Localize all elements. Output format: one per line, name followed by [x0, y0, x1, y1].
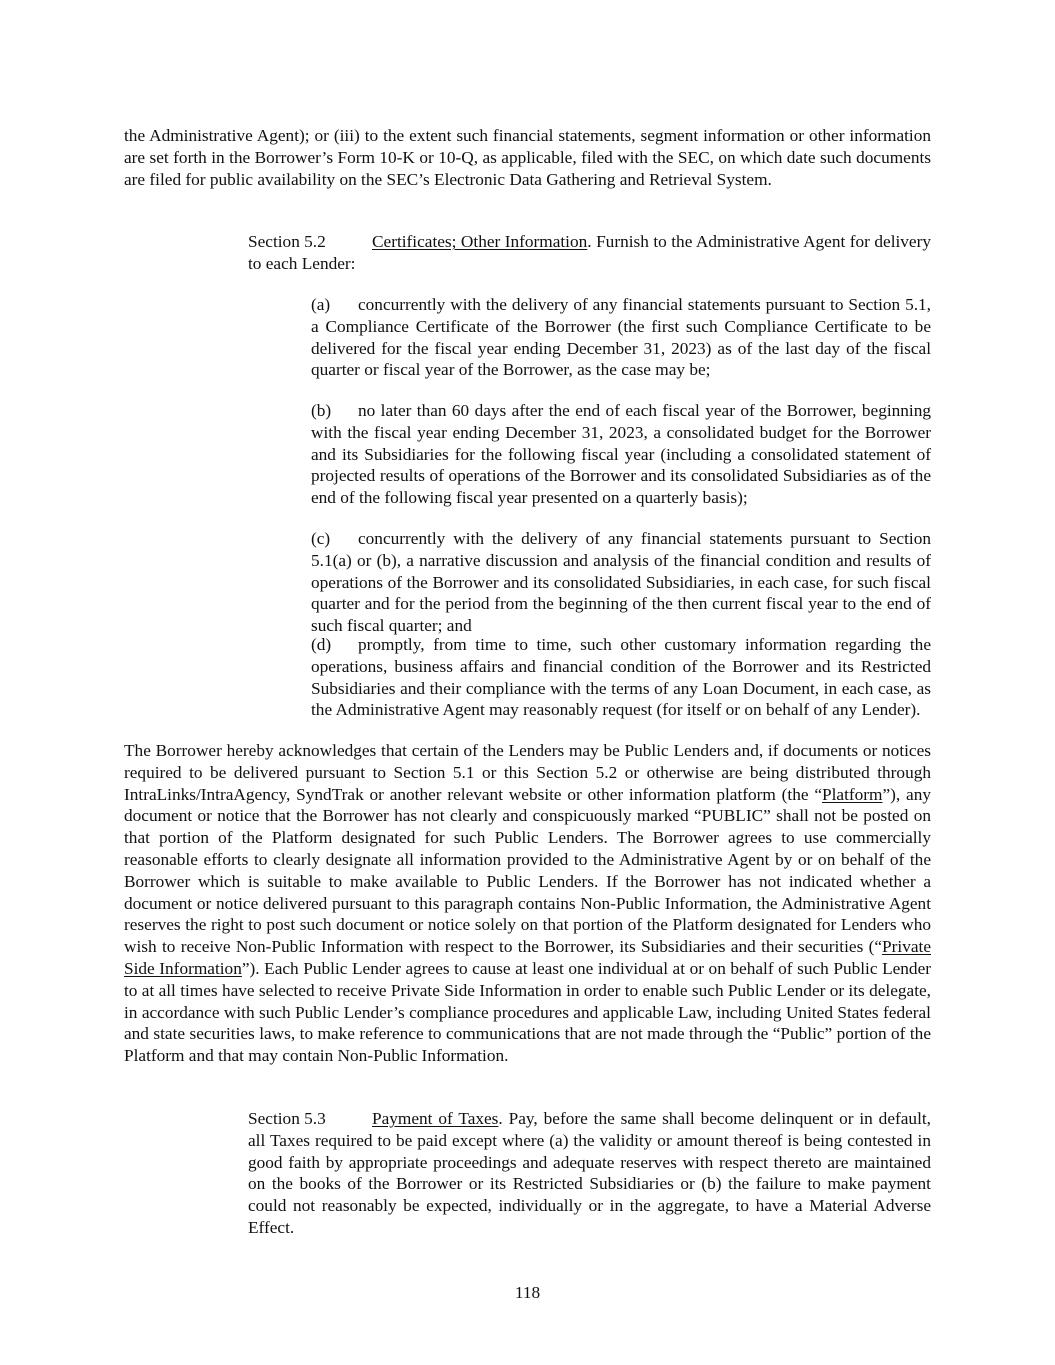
- clause-c-text: concurrently with the delivery of any financial statements pursuant to Section 5.1(a) or (b), a narrative discussion and analysis of the financial condition and results of operations of the Borrower and its consolidated Subsidiaries, in each case, for such fiscal quarter and for the period from the beginning of the then current fiscal year to the end of such fiscal quarter; and: [311, 529, 931, 636]
- section-5-3-text: . Pay, before the same shall become delinquent or in default, all Taxes required to be paid except where (a) the validity or amount thereof is being contested in good faith by appropriate proceedings and adequate reserves with respect thereto are maintained on the books of the Borrower or its Restricted Subsidiaries or (b) the failure to make payment could not reasonably be expected, individually or in the aggregate, to have a Material Adverse Effect.: [248, 1109, 931, 1237]
- section-5-2-heading: Certificates; Other Information: [372, 232, 588, 251]
- private-side-information-term: Private Side Information: [124, 937, 931, 978]
- clause-d-text: promptly, from time to time, such other customary information regarding the operations, business affairs and financial condition of the Borrower and its Restricted Subsidiaries and their compliance with the terms of any Loan Document, in each case, as the Administrative Agent may reasonably request (for itself or on behalf of any Lender).: [311, 635, 931, 720]
- clause-a-label: (a): [311, 295, 331, 314]
- section-5-2-number: Section 5.2: [248, 232, 326, 251]
- platform-paragraph: [124, 740, 931, 1067]
- section-5-3-number: Section 5.3: [248, 1109, 326, 1128]
- clause-a-text: concurrently with the delivery of any financial statements pursuant to Section 5.1, a Compliance Certificate of the Borrower (the first such Compliance Certificate to be delivered for the fiscal year ending December 31, 2023) as of the last day of the fiscal quarter or fiscal year of the Borrower, as the case may be;: [311, 295, 931, 380]
- clause-c: [124, 528, 931, 637]
- intro-paragraph: the Administrative Agent); or (iii) to the extent such financial statements, segment information or other information are set forth in the Borrower’s Form 10-K or 10-Q, as applicable, filed with the SEC, on which date such documents are filed for public availability on the SEC’s Electronic Data Gathering and Retrieval System.: [124, 126, 931, 189]
- section-5-2-text: . Furnish to the Administrative Agent for delivery to each Lender:: [248, 232, 931, 273]
- clause-a: [124, 294, 931, 381]
- platform-text-3: ”). Each Public Lender agrees to cause at least one individual at or on behalf of such Public Lender to at all times have selected to receive Private Side Information in order to enable such Public Lender or its delegate, in accordance with such Public Lender’s compliance procedures and applicable Law, including United States federal and state securities laws, to make reference to communications that are not made through the “Public” portion of the Platform and that may contain Non-Public Information.: [124, 958, 932, 1066]
- clause-b-text: no later than 60 days after the end of each fiscal year of the Borrower, beginning with the fiscal year ending December 31, 2023, a consolidated budget for the Borrower and its Subsidiaries for the following fiscal year (including a consolidated statement of projected results of operations of the Borrower and its consolidated Subsidiaries as of the end of the following fiscal year presented on a quarterly basis);: [311, 401, 931, 508]
- page-number: 118: [514, 1283, 541, 1302]
- section-5-2-paragraph: [124, 231, 931, 275]
- section-5-3-paragraph: [124, 1108, 931, 1239]
- platform-text-1: The Borrower hereby acknowledges that certain of the Lenders may be Public Lenders and, if documents or notices required to be delivered pursuant to Section 5.1 or this Section 5.2 or otherwise are being distributed through IntraLinks/IntraAgency, SyndTrak or another relevant website or other information platform (the “: [124, 741, 931, 804]
- platform-defined-term: Platform: [822, 784, 883, 804]
- platform-text-2: ”), any document or notice that the Borrower has not clearly and conspicuously marked “PUBLIC” shall not be posted on that portion of the Platform designated for such Public Lenders. The Borrower agrees to use commercially reasonable efforts to clearly designate all information provided to the Administrative Agent by or on behalf of the Borrower which is suitable to make available to Public Lenders. If the Borrower has not indicated whether a document or notice delivered pursuant to this paragraph contains Non-Public Information, the Administrative Agent reserves the right to post such document or notice solely on that portion of the Platform designated for Lenders who wish to receive Non-Public Information with respect to the Borrower, its Subsidiaries and their securities (“: [124, 784, 931, 957]
- clause-b-label: (b): [311, 401, 332, 420]
- clause-d-label: (d): [311, 635, 332, 654]
- section-5-3-heading: Payment of Taxes: [372, 1109, 499, 1128]
- clause-c-label: (c): [311, 529, 331, 548]
- clause-d: [124, 634, 931, 721]
- clause-b: [124, 400, 931, 509]
